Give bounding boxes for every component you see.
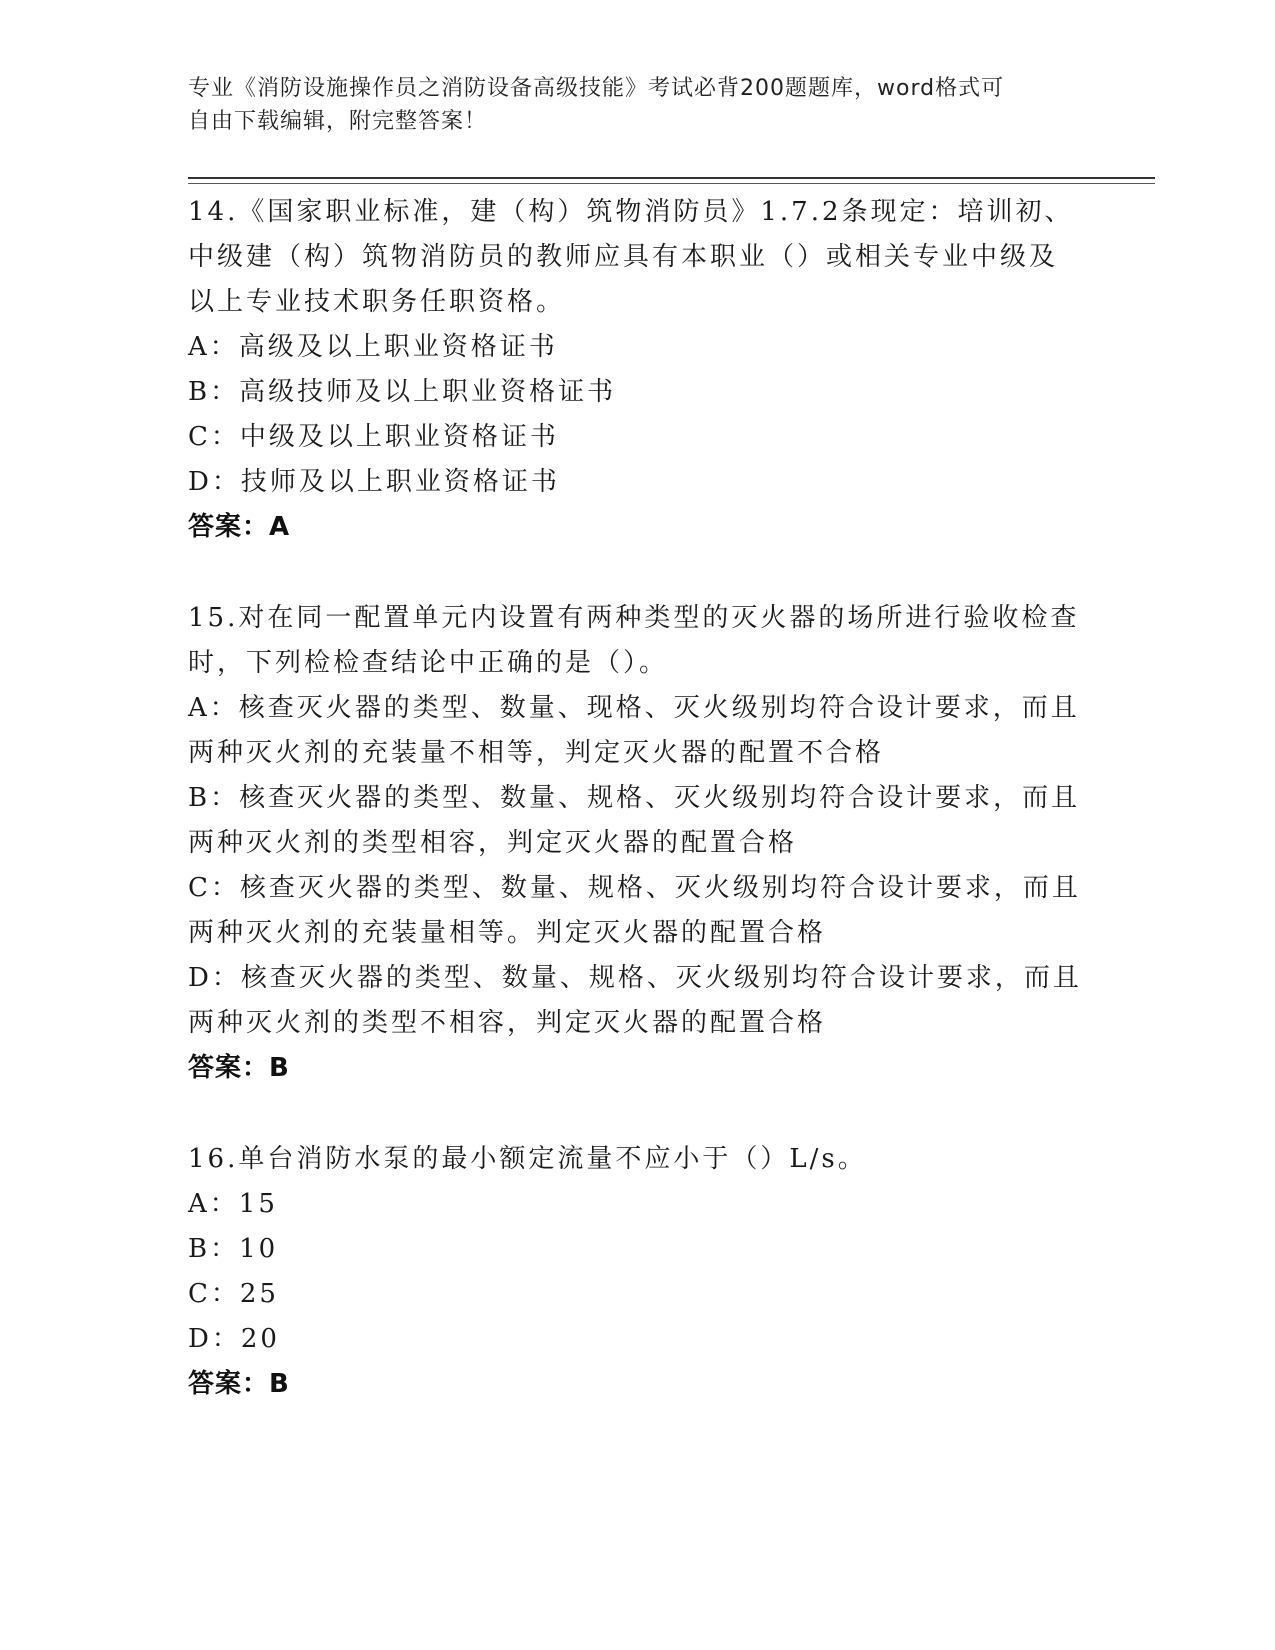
question-text-line: 以上专业技术职务任职资格。 — [188, 287, 566, 317]
question-text-line: 时，下列检检查结论中正确的是（）。 — [188, 648, 669, 678]
question-list — [188, 190, 1088, 1407]
question-text-line: 14.《国家职业标准，建（构）筑物消防员》1.7.2条现定：培训初、 — [188, 197, 1074, 227]
question-15 — [188, 596, 1088, 1091]
question-spacer — [188, 1091, 1088, 1137]
option-b: B：高级技师及以上职业资格证书 — [188, 377, 617, 407]
question-14 — [188, 190, 1088, 550]
option-d: D：20 — [188, 1324, 280, 1354]
answer-label: 答案：B — [188, 1369, 290, 1399]
option-d: D：技师及以上职业资格证书 — [188, 467, 560, 497]
option-a: A：15 — [188, 1189, 278, 1219]
question-spacer — [188, 550, 1088, 596]
option-d: D：核查灭火器的类型、数量、规格、灭火级别均符合设计要求，而且 — [188, 963, 1082, 993]
header-line: 专业《消防设施操作员之消防设备高级技能》考试必背200题题库，word格式可 — [188, 76, 1005, 101]
question-text-line: 中级建（构）筑物消防员的教师应具有本职业（）或相关专业中级及 — [188, 242, 1059, 272]
option-c: C：中级及以上职业资格证书 — [188, 422, 559, 452]
option-a: A：高级及以上职业资格证书 — [188, 332, 558, 362]
option-b: B：10 — [188, 1234, 279, 1264]
header-divider — [188, 177, 1155, 179]
option-a-continued: 两种灭火剂的充装量不相等，判定灭火器的配置不合格 — [188, 738, 885, 768]
option-b-continued: 两种灭火剂的类型相容，判定灭火器的配置合格 — [188, 828, 798, 858]
option-d-continued: 两种灭火剂的类型不相容，判定灭火器的配置合格 — [188, 1008, 827, 1038]
option-c-continued: 两种灭火剂的充装量相等。判定灭火器的配置合格 — [188, 918, 827, 948]
answer-label: 答案：A — [188, 512, 291, 542]
option-c: C：25 — [188, 1279, 279, 1309]
option-a: A：核查灭火器的类型、数量、现格、灭火级别均符合设计要求，而且 — [188, 693, 1080, 723]
option-c: C：核查灭火器的类型、数量、规格、灭火级别均符合设计要求，而且 — [188, 873, 1081, 903]
document-header — [188, 72, 1068, 138]
header-divider-thin — [188, 183, 1155, 184]
option-b: B：核查灭火器的类型、数量、规格、灭火级别均符合设计要求，而且 — [188, 783, 1081, 813]
question-text-line: 16.单台消防水泵的最小额定流量不应小于（）L/s。 — [188, 1144, 867, 1174]
answer-label: 答案：B — [188, 1053, 290, 1083]
question-16 — [188, 1137, 1088, 1407]
header-line: 自由下载编辑，附完整答案！ — [188, 109, 488, 134]
question-text-line: 15.对在同一配置单元内设置有两种类型的灭火器的场所进行验收检查 — [188, 603, 1080, 633]
